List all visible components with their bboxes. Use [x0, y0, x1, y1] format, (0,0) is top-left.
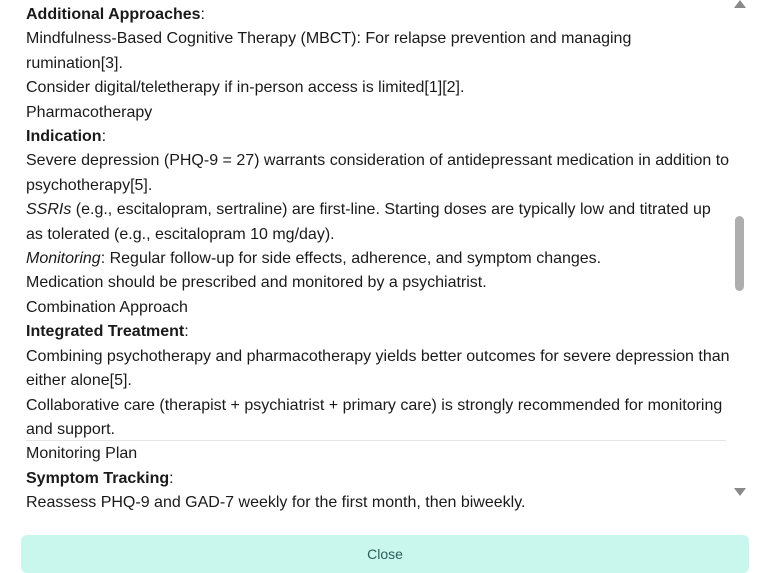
collaborative-care-text: Collaborative care (therapist + psychiatrist + primary care) is strongly recommended for monitoring and support.: [26, 396, 723, 438]
dialog-footer: [0, 510, 779, 573]
indication-text: Severe depression (PHQ-9 = 27) warrants consideration of antidepressant medication in addition to psychotherapy[5].: [26, 152, 730, 194]
close-button[interactable]: Close: [21, 535, 749, 573]
symptom-tracking-heading: Symptom Tracking:: [26, 469, 174, 487]
integrated-text: Combining psychotherapy and pharmacotherapy yields better outcomes for severe depression than either alone[5].: [26, 347, 730, 390]
scrollbar-thumb[interactable]: [735, 216, 744, 291]
prescribe-note: Medication should be prescribed and monitored by a psychiatrist.: [26, 274, 487, 292]
symptom-tracking-text: Reassess PHQ-9 and GAD-7 weekly for the first month, then biweekly.: [26, 494, 526, 512]
combination-title: Combination Approach: [26, 298, 188, 316]
additional-approaches-heading: Additional Approaches:: [26, 6, 205, 23]
integrated-heading: Integrated Treatment:: [26, 323, 189, 341]
monitoring-item: Monitoring: Regular follow-up for side effects, adherence, and symptom changes.: [26, 250, 602, 268]
report-content: [26, 3, 731, 516]
ssris-item: SSRIs (e.g., escitalopram, sertraline) are first-line. Starting doses are typically low and titrated up as tolerated (e.g., escitalopram 10 mg/day).: [26, 201, 711, 243]
mbct-item: Mindfulness-Based Cognitive Therapy (MBCT): For relapse prevention and managing rumination[3].: [26, 30, 632, 72]
teletherapy-item: Consider digital/teletherapy if in-person access is limited[1][2].: [26, 79, 465, 97]
pharmacotherapy-title: Pharmacotherapy: [26, 103, 153, 121]
vertical-scrollbar[interactable]: [733, 0, 747, 500]
scroll-up-arrow-icon[interactable]: [734, 0, 746, 9]
indication-heading: Indication:: [26, 128, 107, 146]
section-divider: [26, 440, 726, 441]
scroll-down-arrow-icon[interactable]: [734, 487, 746, 497]
monitoring-plan-title: Monitoring Plan: [26, 445, 138, 463]
